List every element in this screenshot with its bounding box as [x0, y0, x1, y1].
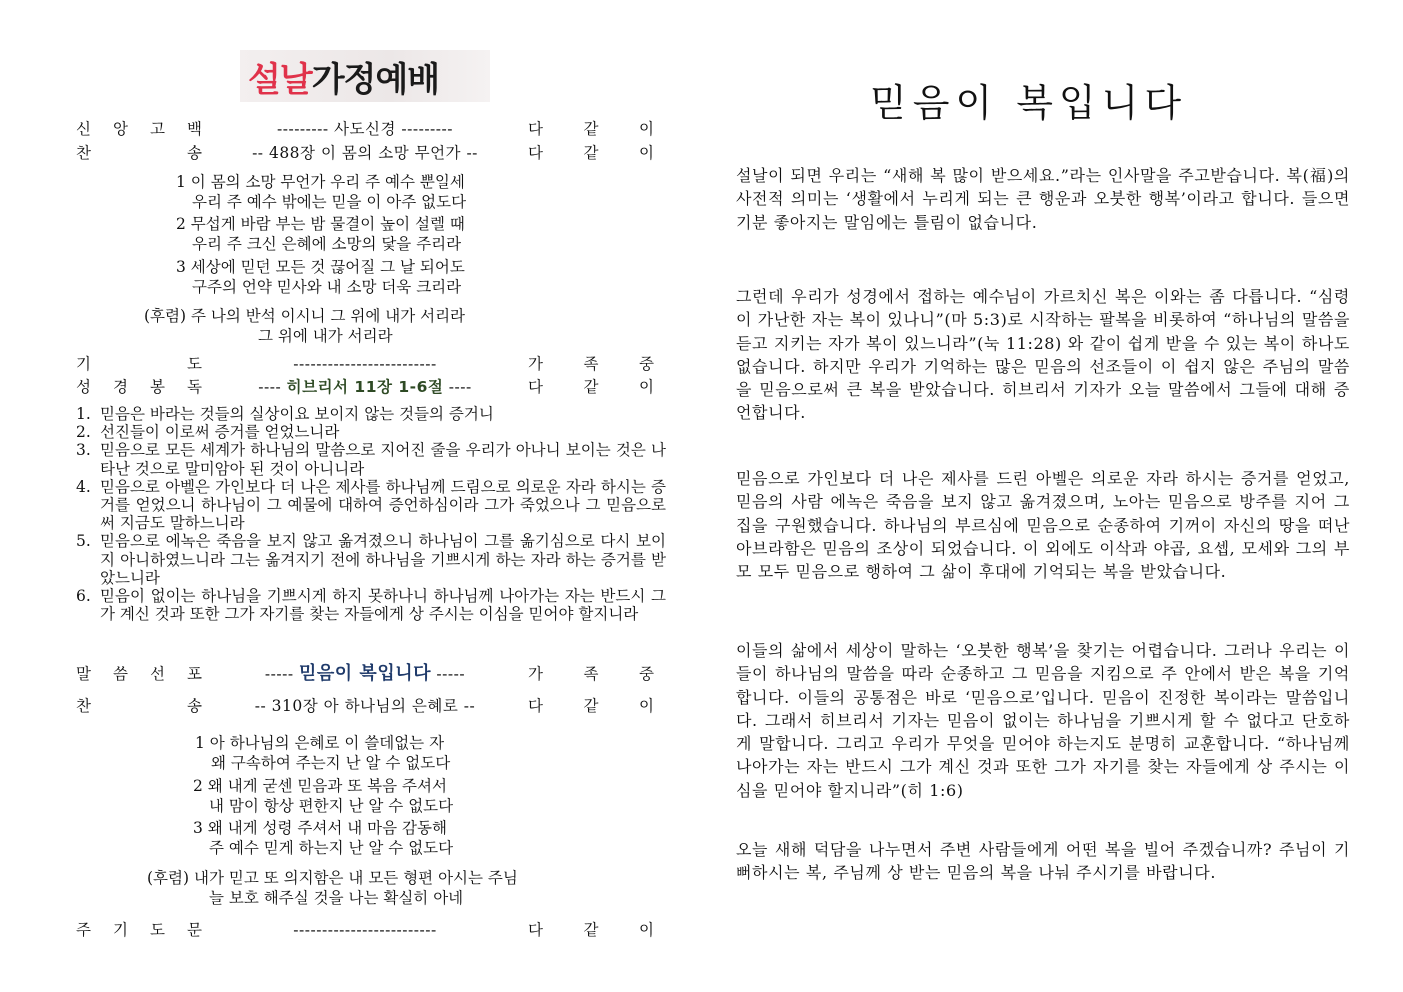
order-label	[76, 376, 202, 398]
response-char: 족	[583, 355, 599, 373]
label-char: 백	[187, 120, 202, 138]
order-response	[528, 661, 654, 687]
response-char: 이	[639, 120, 654, 138]
order-label	[76, 695, 202, 717]
verse-line: 왜 구속하여 주는지 난 알 수 없도다	[211, 754, 451, 772]
order-row-reading	[76, 376, 654, 398]
label-char: 포	[187, 665, 202, 683]
verse-line: 늘 보호 해주실 것을 나는 확실히 아네	[209, 889, 464, 907]
label-char: 봉	[150, 378, 165, 396]
hymn-refrain	[144, 306, 465, 346]
order-response	[528, 376, 654, 398]
verse-number: 3.	[76, 441, 91, 460]
hymn-verse	[195, 733, 450, 773]
sermon-paragraph: 그런데 우리가 성경에서 접하는 예수님이 가르치신 복은 이와는 좀 다릅니다. “심령이 가난한 자는 복이 있나니”(마 5:3)로 시작하는 팔복을 비롯하여 “하나님의 말씀을 듣고 지키는 자가 복이 있느니라”(눅 11:28) 와 같이 쉽게 받을 수 있는 복이 하나도 없습니다. 하지만 우리가 기억하는 많은 믿음의 선조들이 이 쉽지 않은 주님의 말씀을 믿음으로써 큰 복을 받았습니다. 히브리서 기자가 오늘 말씀에서 그들에 대해 증언합니다.	[736, 287, 1350, 423]
hymn-verse	[176, 214, 465, 254]
dash-suffix: ----	[443, 378, 472, 396]
label-char: 도	[150, 921, 165, 939]
label-char: 씀	[113, 665, 128, 683]
order-row-hymn-2	[76, 695, 654, 717]
order-content: -------------------------	[293, 355, 437, 373]
label-char: 도	[187, 355, 202, 373]
sermon-paragraph: 오늘 새해 덕담을 나누면서 주변 사람들에게 어떤 복을 빌어 주겠습니까? 주님이 기뻐하시는 복, 주님께 상 받는 믿음의 복을 나눠 주시기를 바랍니다.	[736, 840, 1350, 883]
response-char: 다	[528, 378, 543, 396]
verse-text: 믿음은 바라는 것들의 실상이요 보이지 않는 것들의 증거니	[100, 405, 494, 423]
sermon-paragraph: 이들의 삶에서 세상이 말하는 ‘오붓한 행복’을 찾기는 어렵습니다. 그러나 우리는 이들이 하나님의 말씀을 따라 순종하고 그 믿음을 지킴으로 주 안에서 받은 복을 기억합니다. 이들의 공통점은 바로 ‘믿음으로’입니다. 믿음이 진정한 복이라는 말씀입니다. 그래서 히브리서 기자는 믿음이 없이는 하나님을 기쁘시게 할 수 없다고 단호하게 말합니다. 그리고 우리가 무엇을 믿어야 하는지도 분명히 교훈합니다. “하나님께 나아가는 자는 반드시 그가 계신 것과 또한 그가 자기를 찾는 자들에게 상 주시는 이심을 믿어야 할지니라”(히 1:6)	[736, 641, 1350, 800]
verse-line: 그 위에 내가 서리라	[258, 327, 393, 345]
order-row-creed	[76, 118, 654, 140]
order-content: -------------------------	[293, 921, 437, 939]
order-label	[76, 118, 202, 140]
verse-line: 내 맘이 항상 편한지 난 알 수 없도다	[209, 797, 454, 815]
verse-text: 믿음으로 에녹은 죽음을 보지 않고 옮겨졌으니 하나님이 그를 옮기심으로 다시 보이지 아니하였느니라 그는 옮겨지기 전에 하나님을 기쁘시게 하는 자라 하는 증거를 받았느니라	[100, 532, 666, 587]
verse-line: (후렴) 주 나의 반석 이시니 그 위에 내가 서리라	[144, 307, 466, 325]
label-char: 신	[76, 120, 91, 138]
hymn-verse	[176, 172, 466, 212]
order-content: --------- 사도신경 ---------	[276, 120, 454, 138]
order-label	[76, 919, 202, 941]
order-response	[528, 919, 654, 941]
verse-line: 1 이 몸의 소망 무언가 우리 주 예수 뿐일세	[176, 173, 465, 191]
sermon-heading: 믿음이 복입니다	[870, 81, 1188, 125]
hymn-refrain	[147, 868, 518, 908]
response-char: 이	[639, 378, 654, 396]
label-char: 선	[150, 665, 165, 683]
label-char: 기	[113, 921, 128, 939]
order-response	[528, 353, 654, 375]
verse-number: 2.	[76, 423, 91, 442]
verse-line: 2 왜 내게 굳센 믿음과 또 복음 주셔서	[193, 777, 447, 795]
verse-line: 3 왜 내게 성령 주셔서 내 마음 감동해	[193, 819, 447, 837]
response-char: 다	[528, 120, 543, 138]
hymn-verse	[193, 818, 453, 858]
order-content	[216, 376, 514, 398]
verse-line: 1 아 하나님의 은혜로 이 쓸데없는 자	[195, 734, 445, 752]
label-char: 송	[187, 144, 202, 162]
order-response	[528, 695, 654, 717]
verse-line: 우리 주 크신 은혜에 소망의 닻을 주리라	[192, 235, 462, 253]
dash-prefix: -----	[264, 665, 299, 683]
worship-order-page	[0, 0, 700, 992]
label-char: 문	[187, 921, 202, 939]
verse-line: 우리 주 예수 밖에는 믿을 이 아주 없도다	[192, 193, 467, 211]
response-char: 이	[639, 697, 654, 715]
banner-part-2: 가정예배	[311, 59, 440, 100]
verse-text: 믿음이 없이는 하나님을 기쁘시게 하지 못하나니 하나님께 나아가는 자는 반드시 그가 계신 것과 또한 그가 자기를 찾는 자들에게 상 주시는 이심을 믿어야 할지니라	[100, 587, 666, 624]
response-char: 가	[528, 355, 543, 373]
label-char: 앙	[113, 120, 128, 138]
response-char: 다	[528, 144, 543, 162]
verse-line: 2 무섭게 바람 부는 밤 물결이 높이 설렐 때	[176, 215, 465, 233]
banner-part-1: 설날	[248, 59, 312, 100]
order-row-lords-prayer	[76, 919, 654, 941]
title-banner	[240, 50, 490, 102]
order-response	[528, 142, 654, 164]
order-label	[76, 142, 202, 164]
response-char: 같	[583, 921, 599, 939]
label-char: 말	[76, 665, 91, 683]
label-char: 독	[187, 378, 202, 396]
response-char: 중	[639, 355, 654, 373]
sermon-paragraph: 설날이 되면 우리는 “새해 복 많이 받으세요.”라는 인사말을 주고받습니다. 복(福)의 사전적 의미는 ‘생활에서 누리게 되는 큰 행운과 오붓한 행복’이라고 합니다. 들으면 기분 좋아지는 말임에는 틀림이 없습니다.	[736, 166, 1350, 232]
response-char: 중	[639, 665, 654, 683]
scripture-verse	[76, 587, 666, 623]
reading-reference: 히브리서 11장 1-6절	[286, 378, 444, 396]
dash-suffix: -----	[430, 665, 466, 683]
response-char: 족	[583, 665, 599, 683]
scripture-verse	[76, 478, 666, 533]
response-char: 같	[583, 378, 599, 396]
scripture-verse	[76, 441, 666, 477]
order-content: -- 310장 아 하나님의 은혜로 --	[254, 697, 476, 715]
response-char: 같	[583, 120, 599, 138]
hymn-verse	[176, 257, 465, 297]
scripture-verse	[76, 405, 666, 423]
label-char: 경	[113, 378, 128, 396]
label-char: 찬	[76, 697, 91, 715]
hymn-verse	[193, 776, 453, 816]
scripture-verse	[76, 532, 666, 587]
response-char: 이	[639, 921, 654, 939]
scripture-verse	[76, 423, 666, 441]
scripture-reading	[76, 405, 666, 623]
order-response	[528, 118, 654, 140]
sermon-page	[700, 0, 1403, 992]
label-char: 주	[76, 921, 91, 939]
label-char: 기	[76, 355, 91, 373]
order-row-hymn-1	[76, 142, 654, 164]
response-char: 다	[528, 697, 543, 715]
verse-line: 3 세상에 믿던 모든 것 끊어질 그 날 되어도	[176, 258, 465, 276]
order-label	[76, 661, 202, 687]
dash-prefix: ----	[258, 378, 287, 396]
label-char: 송	[187, 697, 202, 715]
verse-number: 1.	[76, 405, 91, 423]
verse-text: 선진들이 이로써 증거를 얻었느니라	[100, 423, 340, 442]
verse-text: 믿음으로 아벨은 가인보다 더 나은 제사를 하나님께 드림으로 의로운 자라 하시는 증거를 얻었으니 하나님이 그 예물에 대하여 증언하심이라 그가 죽었으나 그 믿음으로써 지금도 말하느니라	[100, 477, 666, 533]
verse-text: 믿음으로 모든 세계가 하나님의 말씀으로 지어진 줄을 우리가 아나니 보이는 것은 나타난 것으로 말미암아 된 것이 아니니라	[100, 441, 666, 478]
response-char: 다	[528, 921, 543, 939]
response-char: 같	[583, 144, 599, 162]
label-char: 고	[150, 120, 165, 138]
response-char: 가	[528, 665, 543, 683]
verse-line: (후렴) 내가 믿고 또 의지함은 내 모든 형편 아시는 주님	[147, 869, 518, 887]
verse-line: 구주의 언약 믿사와 내 소망 더욱 크리라	[192, 278, 462, 296]
label-char: 찬	[76, 144, 91, 162]
order-row-sermon	[76, 661, 654, 687]
order-content: -- 488장 이 몸의 소망 무언가 --	[252, 144, 478, 162]
response-char: 같	[583, 697, 599, 715]
order-row-prayer	[76, 353, 654, 375]
verse-line: 주 예수 믿게 하는지 난 알 수 없도다	[209, 839, 454, 857]
verse-number: 5.	[76, 532, 91, 551]
label-char: 성	[76, 378, 91, 396]
order-content	[216, 661, 514, 687]
verse-number: 4.	[76, 477, 91, 496]
verse-number: 6.	[76, 587, 91, 606]
order-label	[76, 353, 202, 375]
sermon-paragraph: 믿음으로 가인보다 더 나은 제사를 드린 아벨은 의로운 자라 하시는 증거를 얻었고, 믿음의 사람 에녹은 죽음을 보지 않고 옮겨졌으며, 노아는 믿음으로 방주를 지어 그 집을 구원했습니다. 하나님의 부르심에 믿음으로 순종하여 기꺼이 자신의 땅을 떠난 아브라함은 믿음의 조상이 되었습니다. 이 외에도 이삭과 야곱, 요셉, 모세와 그의 부모 모두 믿음으로 행하여 그 삶이 후대에 기억되는 복을 받았습니다.	[736, 469, 1350, 582]
response-char: 이	[639, 144, 654, 162]
sermon-title: 믿음이 복입니다	[299, 663, 431, 684]
